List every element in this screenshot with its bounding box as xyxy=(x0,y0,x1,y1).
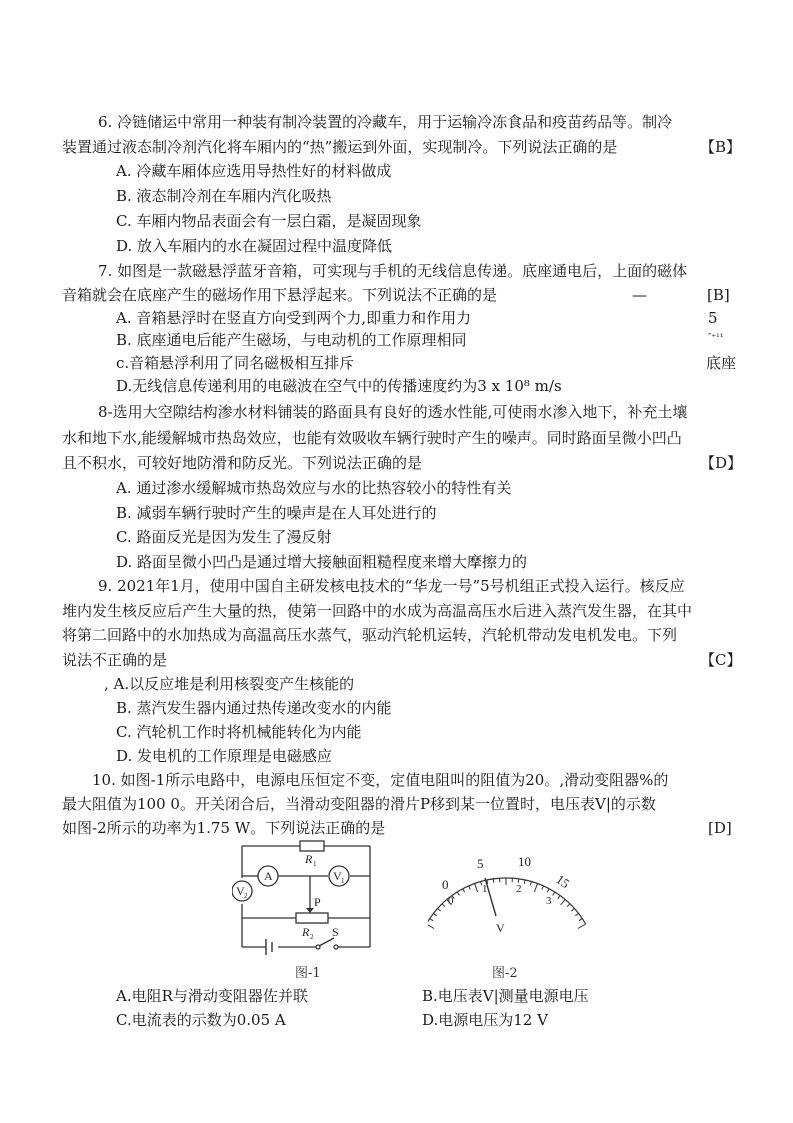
resistor-r1 xyxy=(300,841,324,851)
outer-scale-15: 15 xyxy=(553,871,573,892)
dial-tick xyxy=(524,880,525,884)
q6-stem-line-2: 装置通过液态制冷剂汽化将车厢内的“热”搬运到外面，实现制冷。下列说法正确的是 xyxy=(62,138,618,156)
dial-tick xyxy=(442,904,445,907)
q6-answer: 【B】 xyxy=(700,138,742,156)
outer-scale-5: 5 xyxy=(477,856,484,871)
q8-stem-line-1: 8-选用大空隙结构渗水材料铺装的路面具有良好的透水性能,可使雨水渗入地下，补充土壤 xyxy=(98,403,688,421)
dial-tick xyxy=(579,919,582,921)
dial-tick xyxy=(438,908,441,911)
q6-option-a: A. 冷藏车厢体应选用导热性好的材料做成 xyxy=(116,162,392,180)
q8-stem-line-2: 水和地下水,能缓解城市热岛效应，也能有效吸收车辆行驶时产生的噪声。同时路面呈微小凹凸 xyxy=(62,429,682,447)
q7-dash: — xyxy=(632,286,647,304)
dial-tick xyxy=(547,889,549,893)
q7-side-label-3: 底座 xyxy=(706,354,737,372)
inner-scale-1: 1 xyxy=(482,883,488,895)
r1-label: R xyxy=(305,852,313,866)
q9-option-b: B. 蒸汽发生器内通过热传递改变水的内能 xyxy=(116,699,392,717)
dial-tick xyxy=(428,924,434,929)
dial-tick xyxy=(575,913,578,915)
q7-side-label-1: 5 xyxy=(708,309,718,327)
q6-stem-line-1: 6. 冷链储运中常用一种装有制冷装置的冷藏车，用于运输冷冻食品和疫苗药品等。制冷 xyxy=(98,113,673,131)
dial-tick xyxy=(463,889,465,893)
q10-option-a: A.电阻R与滑动变阻器佐并联 xyxy=(116,987,308,1005)
dial-tick xyxy=(558,896,560,899)
q8-option-d: D. 路面呈微小凹凸是通过增大接触面粗糙程度来增大摩擦力的 xyxy=(116,553,528,571)
inner-scale-2: 2 xyxy=(516,883,522,895)
q6-option-b: B. 液态制冷剂在车厢内汽化吸热 xyxy=(116,187,332,205)
q9-answer: 【C】 xyxy=(700,651,742,669)
q10-option-c: C.电流表的示数为0.05 A xyxy=(116,1011,286,1029)
q9-option-c: C. 汽轮机工作时将机械能转化为内能 xyxy=(116,723,362,741)
dial-tick xyxy=(493,879,494,883)
q10-option-d: D.电源电压为12 V xyxy=(422,1011,548,1029)
p-label: P xyxy=(314,895,321,909)
r1-subscript: 1 xyxy=(313,860,317,868)
needle-label: V xyxy=(496,921,505,935)
q10-stem-line-1: 10. 如图-1所示电路中，电源电压恒定不变，定值电阻叫的阻值为20。,滑动变阻器%的 xyxy=(92,771,669,789)
v2-label: V xyxy=(236,884,245,898)
inner-scale-0: 0 xyxy=(448,895,454,907)
q7-side-label-2: ″⁺¹¹ xyxy=(708,333,724,343)
dial-tick xyxy=(561,900,565,905)
r2-label: R xyxy=(302,925,310,939)
q9-option-a: , A.以反应堆是利用核裂变产生核能的 xyxy=(104,675,355,693)
switch-icon xyxy=(316,938,338,949)
dial-tick xyxy=(434,913,437,915)
q8-option-b: B. 减弱车辆行驶时产生的噪声是在人耳处进行的 xyxy=(116,504,437,522)
v1-label: V xyxy=(333,869,342,883)
q10-option-b: B.电压表V|测量电源电压 xyxy=(422,987,589,1005)
dial-tick xyxy=(542,886,544,890)
s-label: S xyxy=(332,925,339,939)
q7-option-a: A. 音箱悬浮时在竖直方向受到两个力,即重力和作用力 xyxy=(116,309,472,327)
circuit-diagram xyxy=(232,836,380,974)
dial-tick xyxy=(469,886,471,890)
q10-stem-line-2: 最大阻值为100 0。开关闭合后，当滑动变阻器的滑片P移到某一位置时，电压表V|的示数 xyxy=(62,795,656,813)
dial-tick xyxy=(567,904,570,907)
q9-stem-line-3: 将第二回路中的水加热成为高温高压水蒸气，驱动汽轮机运转，汽轮机带动发电机发电。下列 xyxy=(62,626,678,644)
dial-tick xyxy=(578,924,586,929)
q8-stem-line-3: 且不积水，可较好地防滑和防反光。下列说法正确的是 xyxy=(62,454,423,472)
q9-stem-line-4: 说法不正确的是 xyxy=(62,651,168,669)
q9-stem-line-1: 9. 2021年1月，使用中国自主研发核电技术的“华龙一号”5号机组正式投入运行。核反应 xyxy=(98,577,685,595)
voltmeter-dial xyxy=(428,852,588,942)
slider-arrow-icon xyxy=(306,908,314,913)
q7-stem-line-2: 音箱就会在底座产生的磁场作用下悬浮起来。下列说法不正确的是 xyxy=(62,286,498,304)
q8-answer: 【D】 xyxy=(700,454,743,472)
q8-option-c: C. 路面反光是因为发生了漫反射 xyxy=(116,528,332,546)
q7-answer: [B] xyxy=(707,286,730,304)
q7-option-c: c.音箱悬浮利用了同名磁极相互排斥 xyxy=(116,354,355,372)
v2-subscript: 2 xyxy=(244,892,248,900)
inner-scale-3: 3 xyxy=(546,895,552,907)
battery-icon xyxy=(266,939,278,955)
q7-option-d: D.无线信息传递利用的电磁波在空气中的传播速度约为3 x 10⁸ m/s xyxy=(116,377,562,395)
figure1-caption: 图-1 xyxy=(295,966,321,981)
r2-subscript: 2 xyxy=(310,933,314,941)
dial-tick xyxy=(430,919,433,921)
q10-answer: [D] xyxy=(708,819,732,837)
dial-tick xyxy=(475,884,478,892)
q9-stem-line-2: 堆内发生核反应后产生大量的热，使第一回路中的水成为高温高压水后进入蒸汽发生器，在其中 xyxy=(62,602,693,620)
dial-tick xyxy=(571,908,574,911)
q7-option-b: B. 底座通电后能产生磁场，与电动机的工作原理相同 xyxy=(116,331,467,349)
v1-subscript: 1 xyxy=(341,877,345,885)
q6-option-c: C. 车厢内物品表面会有一层白霜，是凝固现象 xyxy=(116,212,422,230)
outer-scale-0: 0 xyxy=(442,877,449,892)
dial-needle xyxy=(485,878,496,916)
q8-option-a: A. 通过渗水缓解城市热岛效应与水的比热容较小的特性有关 xyxy=(116,479,512,497)
outer-scale-10: 10 xyxy=(518,854,531,869)
resistor-r2 xyxy=(296,913,328,923)
dial-tick xyxy=(534,884,537,892)
q6-option-d: D. 放入车厢内的水在凝固过程中温度降低 xyxy=(116,237,393,255)
dial-tick xyxy=(530,882,531,886)
q7-stem-line-1: 7. 如图是一款磁悬浮蓝牙音箱，可实现与手机的无线信息传递。底座通电后，上面的磁体 xyxy=(98,262,688,280)
q9-option-d: D. 发电机的工作原理是电磁感应 xyxy=(116,747,333,765)
ammeter-label: A xyxy=(264,869,273,883)
figure2-caption: 图-2 xyxy=(492,966,518,981)
q10-stem-line-3: 如图-2所示的功率为1.75 W。下列说法正确的是 xyxy=(62,819,386,837)
